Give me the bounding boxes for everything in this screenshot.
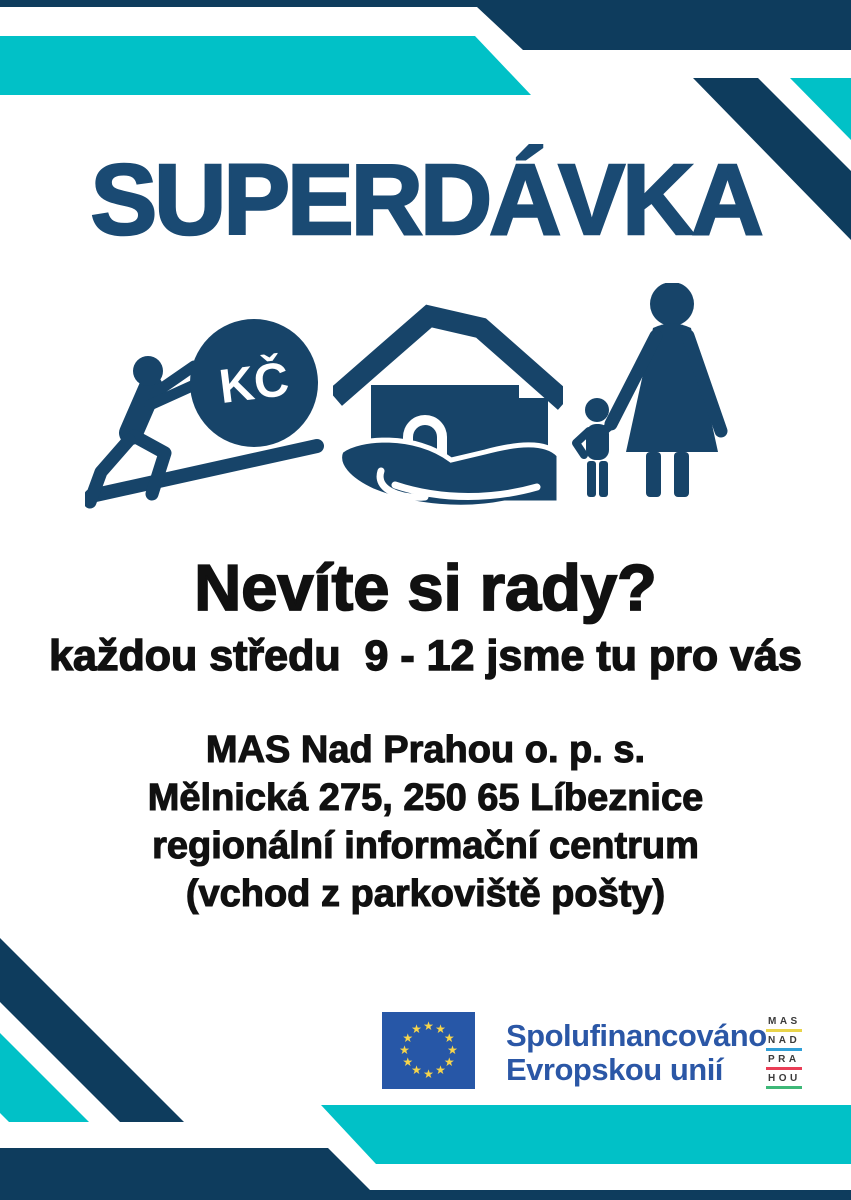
mas-logo-row: NAD — [766, 1035, 802, 1051]
schedule-line: každou středu 9 - 12 jsme tu pro vás — [49, 632, 802, 680]
eu-star: ★ — [411, 1021, 422, 1036]
woman-head — [650, 283, 694, 326]
child-leg — [599, 461, 608, 497]
child-arm — [605, 423, 613, 430]
address-line: regionální informační centrum — [152, 825, 699, 867]
person-head — [133, 356, 163, 386]
mas-logo-row: MAS — [766, 1016, 802, 1032]
child-leg — [587, 461, 596, 497]
coin-pusher-icon — [85, 300, 325, 515]
house-in-hand-icon — [333, 303, 563, 518]
eu-star: ★ — [423, 1066, 434, 1081]
eu-cofunding-label — [506, 1019, 767, 1087]
eu-star: ★ — [443, 1030, 455, 1045]
address-line: Mělnická 275, 250 65 Líbeznice — [147, 777, 704, 819]
eu-star: ★ — [435, 1021, 446, 1036]
bottom-teal-band — [321, 1105, 851, 1164]
eu-star: ★ — [402, 1054, 414, 1069]
eu-star: ★ — [447, 1042, 458, 1057]
eu-star: ★ — [402, 1030, 414, 1045]
mas-logo-row: PRA — [766, 1054, 802, 1070]
woman-leg — [674, 452, 689, 497]
address-block — [0, 726, 851, 918]
child-head — [585, 398, 609, 422]
eu-cofunding-line: Spolufinancováno — [506, 1018, 767, 1053]
top-teal-band — [0, 36, 531, 95]
coin-label: KČ — [216, 352, 292, 415]
eu-star: ★ — [411, 1063, 422, 1078]
mas-logo-row: HOU — [766, 1073, 802, 1089]
eu-star: ★ — [443, 1054, 455, 1069]
family-icon — [567, 283, 752, 505]
address-line: MAS Nad Prahou o. p. s. — [205, 729, 646, 771]
mas-nad-prahou-logo — [766, 1016, 802, 1092]
woman-leg — [646, 452, 661, 497]
page-title: SUPERDÁVKA — [90, 144, 761, 256]
eu-star: ★ — [423, 1018, 434, 1033]
eu-star: ★ — [435, 1063, 446, 1078]
house-roof — [343, 316, 557, 395]
eu-flag — [382, 1012, 475, 1089]
eu-star: ★ — [399, 1042, 410, 1057]
eu-cofunding-line: Evropskou unií — [506, 1052, 723, 1087]
address-line: (vchod z parkoviště pošty) — [185, 873, 666, 915]
heading: Nevíte si rady? — [194, 551, 657, 624]
